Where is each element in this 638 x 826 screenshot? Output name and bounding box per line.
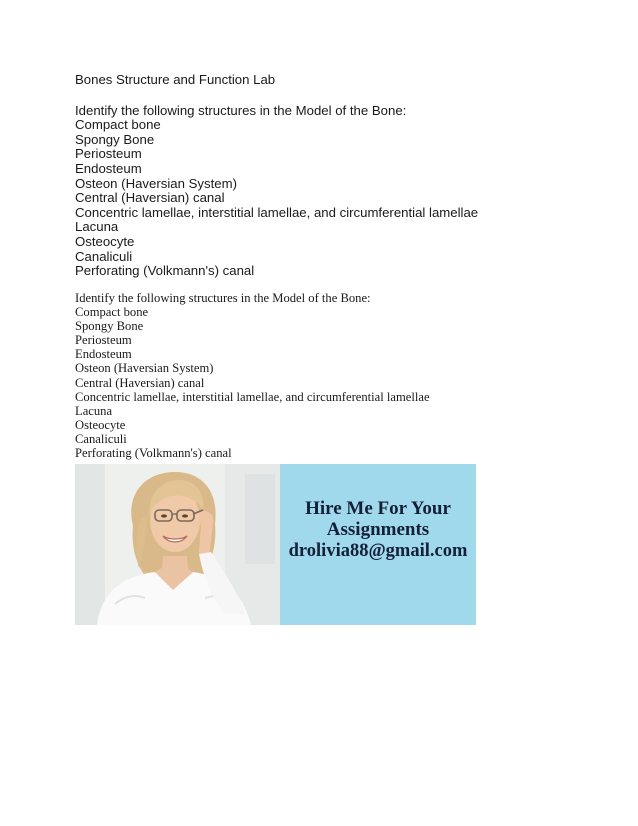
serif-text-block bbox=[75, 291, 575, 460]
list-item: Canaliculi bbox=[75, 431, 127, 446]
list-item: Osteon (Haversian System) bbox=[75, 175, 237, 191]
woman-photo bbox=[75, 464, 280, 625]
sans-structure-list bbox=[75, 118, 575, 279]
list-item: Spongy Bone bbox=[75, 319, 144, 334]
list-item: Concentric lamellae, interstitial lamellae, and circumferential lamellae bbox=[75, 389, 430, 404]
list-item: Osteon (Haversian System) bbox=[75, 361, 214, 376]
list-item: Central (Haversian) canal bbox=[75, 375, 205, 390]
document-title: Bones Structure and Function Lab bbox=[75, 72, 276, 87]
list-item: Osteocyte bbox=[75, 233, 135, 249]
list-item: Osteocyte bbox=[75, 417, 126, 432]
list-item: Periosteum bbox=[75, 146, 142, 162]
list-item: Endosteum bbox=[75, 347, 132, 362]
serif-intro: Identify the following structures in the Model of the Bone: bbox=[75, 291, 371, 305]
list-item: Lacuna bbox=[75, 219, 119, 235]
list-item: Concentric lamellae, interstitial lamellae, and circumferential lamellae bbox=[75, 204, 479, 220]
ad-banner[interactable] bbox=[75, 464, 476, 625]
sans-intro: Identify the following structures in the Model of the Bone: bbox=[75, 102, 407, 118]
list-item: Periosteum bbox=[75, 333, 132, 348]
list-item: Perforating (Volkmann's) canal bbox=[75, 263, 255, 279]
list-item: Lacuna bbox=[75, 403, 113, 418]
ad-email[interactable]: drolivia88@gmail.com bbox=[288, 541, 468, 561]
ad-headline: Hire Me For Your bbox=[305, 498, 451, 519]
list-item: Central (Haversian) canal bbox=[75, 190, 225, 206]
list-item: Endosteum bbox=[75, 160, 142, 176]
list-item: Compact bone bbox=[75, 117, 161, 133]
sans-text-block bbox=[75, 73, 575, 279]
list-item: Perforating (Volkmann's) canal bbox=[75, 446, 232, 461]
serif-structure-list bbox=[75, 305, 575, 460]
list-item: Canaliculi bbox=[75, 248, 133, 264]
woman-illustration bbox=[75, 464, 280, 625]
list-item: Compact bone bbox=[75, 305, 149, 320]
ad-text bbox=[280, 498, 476, 562]
list-item: Spongy Bone bbox=[75, 131, 155, 147]
ad-subheadline: Assignments bbox=[326, 519, 430, 540]
